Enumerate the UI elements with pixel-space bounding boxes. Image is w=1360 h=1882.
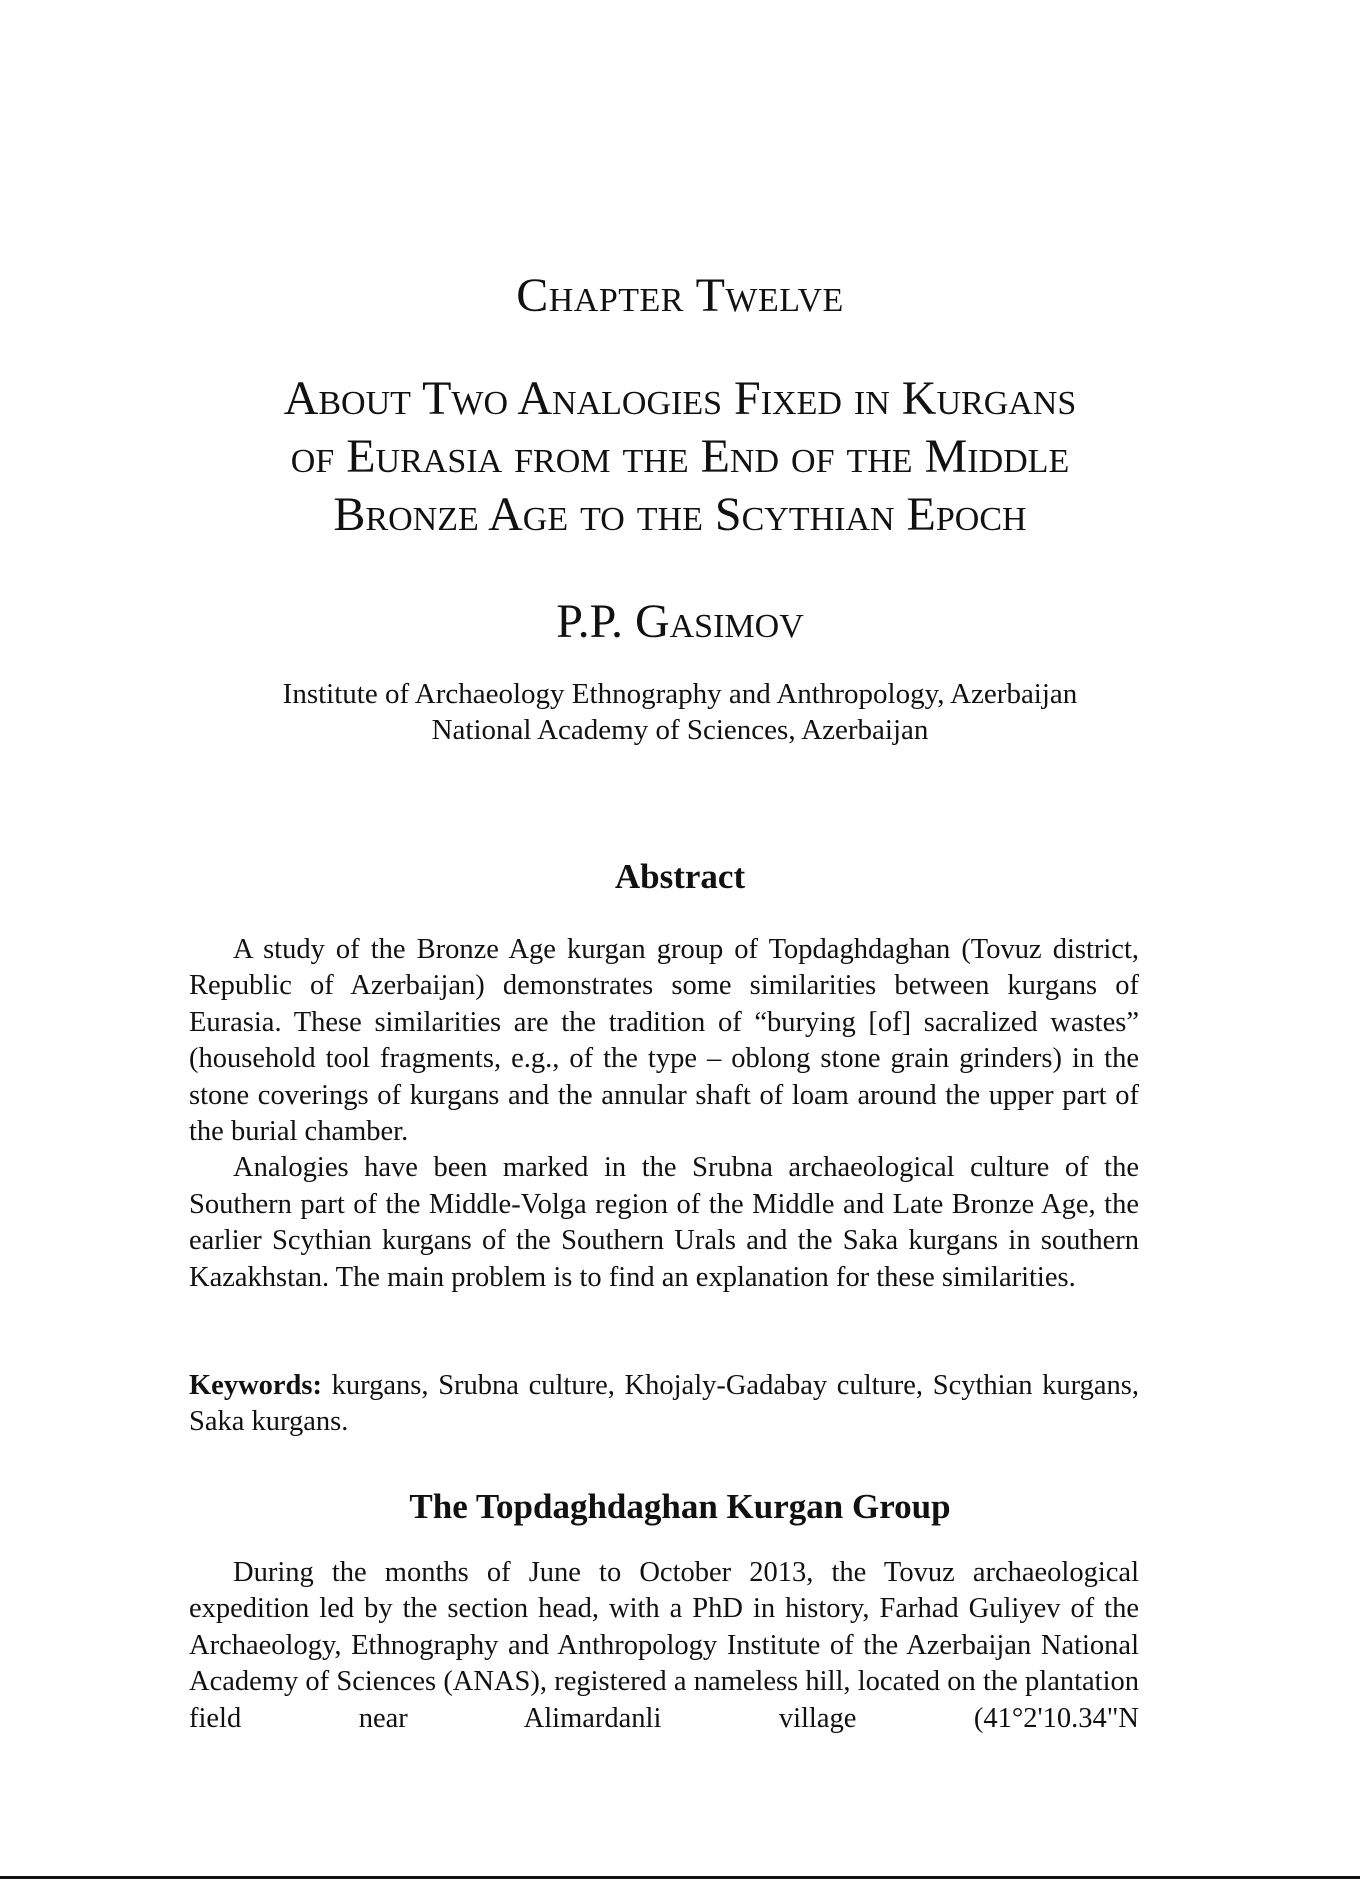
affiliation-line-1: Institute of Archaeology Ethnography and Anthropology, Azerbaijan bbox=[282, 678, 1078, 710]
keywords-text: kurgans, Srubna culture, Khojaly-Gadabay culture, Scythian kurgans, Saka kurgans. bbox=[189, 1370, 1139, 1438]
page-bottom-rule bbox=[0, 1876, 1360, 1879]
keywords bbox=[189, 1368, 1139, 1441]
abstract-paragraph-1: A study of the Bronze Age kurgan group of Topdaghdaghan (Tovuz district, Republic of Azerbaijan) demonstrates some similarities between kurgans of Eurasia. These similarities are the tradition of “burying [of] sacralized wastes” (household tool fragments, e.g., of the type – oblong stone grain grinders) in the stone coverings of kurgans and the annular shaft of loam around the upper part of the burial chamber. bbox=[189, 934, 1139, 1148]
chapter-title-line-1: About Two Analogies Fixed in Kurgans bbox=[283, 372, 1077, 425]
keywords-paragraph bbox=[189, 1368, 1139, 1441]
keywords-label: Keywords: bbox=[189, 1370, 322, 1401]
abstract-paragraph-2: Analogies have been marked in the Srubna archaeological culture of the Southern part of the Middle-Volga region of the Middle and Late Bronze Age, the earlier Scythian kurgans of the Southern Urals and the Saka kurgans in southern Kazakhstan. The main problem is to find an explanation for these similarities. bbox=[189, 1152, 1139, 1293]
section-body bbox=[189, 1555, 1139, 1737]
chapter-title-line-2: of Eurasia from the End of the Middle bbox=[290, 430, 1070, 483]
author-affiliation bbox=[150, 676, 1210, 748]
chapter-title-line-3: Bronze Age to the Scythian Epoch bbox=[333, 488, 1027, 541]
affiliation-line-2: National Academy of Sciences, Azerbaijan bbox=[431, 714, 929, 746]
chapter-title bbox=[150, 370, 1210, 544]
section-heading: The Topdaghdaghan Kurgan Group bbox=[409, 1487, 951, 1526]
abstract-heading: Abstract bbox=[614, 857, 746, 896]
chapter-number: Chapter Twelve bbox=[516, 269, 844, 322]
section-paragraph-1: During the months of June to October 2013, the Tovuz archaeological expedition led by the section head, with a PhD in history, Farhad Guliyev of the Archaeology, Ethnography and Anthropology Institute of the Azerbaijan National Academy of Sciences (ANAS), registered a nameless hill, located on the plantation field near Alimardanli village (41°2'10.34"N bbox=[189, 1557, 1139, 1734]
abstract-body bbox=[189, 932, 1139, 1296]
author-name: P.P. Gasimov bbox=[556, 595, 804, 648]
